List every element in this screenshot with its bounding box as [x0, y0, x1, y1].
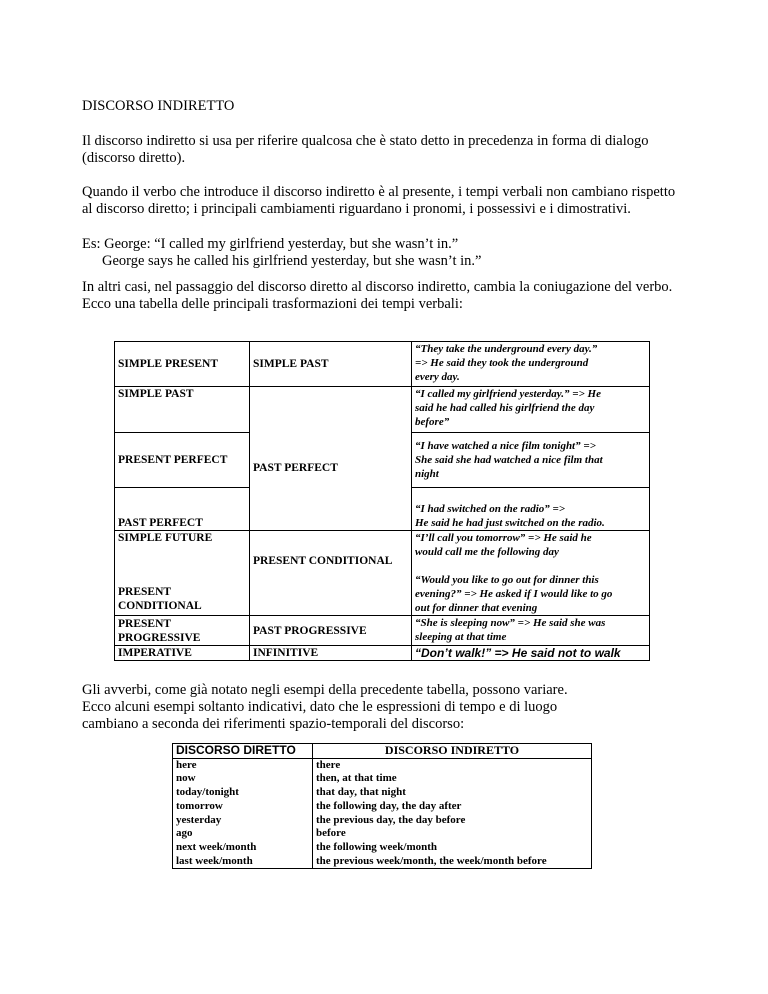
- example-line: said he had called his girlfriend the day: [415, 402, 595, 414]
- example-cell: [412, 433, 650, 488]
- direct-cell: now: [173, 772, 313, 786]
- example-line: would call me the following day: [415, 546, 559, 558]
- table-row: [115, 616, 650, 646]
- example-line: “I called my girlfriend yesterday.” => He: [415, 388, 601, 400]
- table-row: [115, 387, 650, 433]
- example-cell: [412, 342, 650, 387]
- table-row: [173, 800, 592, 814]
- direct-cell: tomorrow: [173, 800, 313, 814]
- example-line: “They take the underground every day.”: [415, 343, 598, 355]
- indirect-cell: the following day, the day after: [313, 800, 592, 814]
- table-row: [115, 342, 650, 387]
- adverb-table-body: [173, 758, 592, 869]
- example-line: “I have watched a nice film tonight” =>: [415, 440, 596, 452]
- adverbs-line: Ecco alcuni esempi soltanto indicativi, dato che le espressioni di tempo e di luogo: [82, 699, 558, 715]
- direct-cell: last week/month: [173, 855, 313, 869]
- direct-cell: next week/month: [173, 841, 313, 855]
- table-row: [115, 646, 650, 661]
- indirect-cell: that day, that night: [313, 786, 592, 800]
- example-line: out for dinner that evening: [415, 602, 538, 614]
- header-indirect: DISCORSO INDIRETTO: [313, 744, 592, 759]
- example-line: She said she had watched a nice film that: [415, 454, 603, 466]
- table-row: [173, 841, 592, 855]
- present-conditional-label: PRESENT CONDITIONAL: [118, 586, 202, 612]
- adverb-table: [172, 743, 592, 869]
- example-line: “I had switched on the radio” =>: [415, 503, 566, 515]
- indirect-cell: before: [313, 827, 592, 841]
- direct-tense-cell: PAST PERFECT: [115, 488, 250, 531]
- indirect-cell: the previous week/month, the week/month before: [313, 855, 592, 869]
- page-title: DISCORSO INDIRETTO: [82, 98, 235, 114]
- example-line: sleeping at that time: [415, 631, 507, 643]
- direct-cell: ago: [173, 827, 313, 841]
- example-line: night: [415, 468, 439, 480]
- table-row: [173, 772, 592, 786]
- direct-tense-cell: PRESENT PERFECT: [115, 433, 250, 488]
- direct-tense-cell: SIMPLE PAST: [115, 387, 250, 433]
- direct-cell: yesterday: [173, 814, 313, 828]
- direct-tense-cell: [115, 531, 250, 616]
- table-row: [115, 531, 650, 616]
- example-line: evening?” => He asked if I would like to go: [415, 588, 613, 600]
- indirect-tense-cell: PAST PERFECT: [250, 387, 412, 531]
- table-header-row: [173, 744, 592, 759]
- example-line: He said he had just switched on the radio.: [415, 517, 605, 529]
- direct-tense-cell: PRESENT PROGRESSIVE: [115, 616, 250, 646]
- example-line-1: Es: George: “I called my girlfriend yesterday, but she wasn’t in.”: [82, 236, 459, 252]
- example-cell: [412, 387, 650, 433]
- other-cases-text: In altri casi, nel passaggio del discorso diretto al discorso indiretto, cambia la coniugazione del verbo.: [82, 279, 673, 295]
- example-cell: “Don’t walk!” => He said not to walk: [412, 646, 650, 661]
- table-intro-text: Ecco una tabella delle principali trasformazioni dei tempi verbali:: [82, 296, 463, 312]
- indirect-tense-cell: SIMPLE PAST: [250, 342, 412, 387]
- adverbs-paragraph: [82, 682, 682, 733]
- indirect-tense-cell: INFINITIVE: [250, 646, 412, 661]
- indirect-cell: there: [313, 758, 592, 772]
- example-cell: [412, 488, 650, 531]
- direct-cell: here: [173, 758, 313, 772]
- example-paragraph: [82, 236, 682, 270]
- header-direct: DISCORSO DIRETTO: [173, 744, 313, 759]
- table-row: [173, 855, 592, 869]
- example-line: every day.: [415, 371, 460, 383]
- example-cell: [412, 531, 650, 616]
- other-cases-paragraph: [82, 279, 682, 313]
- direct-cell: today/tonight: [173, 786, 313, 800]
- simple-future-label: SIMPLE FUTURE: [118, 532, 213, 544]
- direct-tense-cell: IMPERATIVE: [115, 646, 250, 661]
- example-line: before”: [415, 416, 450, 428]
- example-line: “I’ll call you tomorrow” => He said he: [415, 532, 592, 544]
- adverbs-line: cambiano a seconda dei riferimenti spazio-temporali del discorso:: [82, 716, 465, 732]
- table-row: [173, 827, 592, 841]
- tense-table: [114, 341, 650, 661]
- example-line: => He said they took the underground: [415, 357, 589, 369]
- direct-tense-cell: SIMPLE PRESENT: [115, 342, 250, 387]
- table-row: [173, 814, 592, 828]
- indirect-cell: then, at that time: [313, 772, 592, 786]
- example-line: “She is sleeping now” => He said she was: [415, 617, 606, 629]
- indirect-tense-cell: PRESENT CONDITIONAL: [250, 531, 412, 616]
- intro-paragraph: Il discorso indiretto si usa per riferire qualcosa che è stato detto in precedenza in forma di dialogo (discorso diretto).: [82, 133, 649, 166]
- table-row: [173, 758, 592, 772]
- table-row: [173, 786, 592, 800]
- example-line-2: George says he called his girlfriend yesterday, but she wasn’t in.”: [102, 253, 482, 269]
- indirect-cell: the previous day, the day before: [313, 814, 592, 828]
- indirect-cell: the following week/month: [313, 841, 592, 855]
- example-cell: [412, 616, 650, 646]
- indirect-tense-cell: PAST PROGRESSIVE: [250, 616, 412, 646]
- present-paragraph: Quando il verbo che introduce il discorso indiretto è al presente, i tempi verbali non cambiano rispetto al discorso diretto; i principali cambiamenti riguardano i pronomi, i possessivi e i dimostrativi.: [82, 184, 676, 217]
- adverbs-line: Gli avverbi, come già notato negli esempi della precedente tabella, possono variare.: [82, 682, 568, 698]
- example-line: “Would you like to go out for dinner this: [415, 574, 599, 586]
